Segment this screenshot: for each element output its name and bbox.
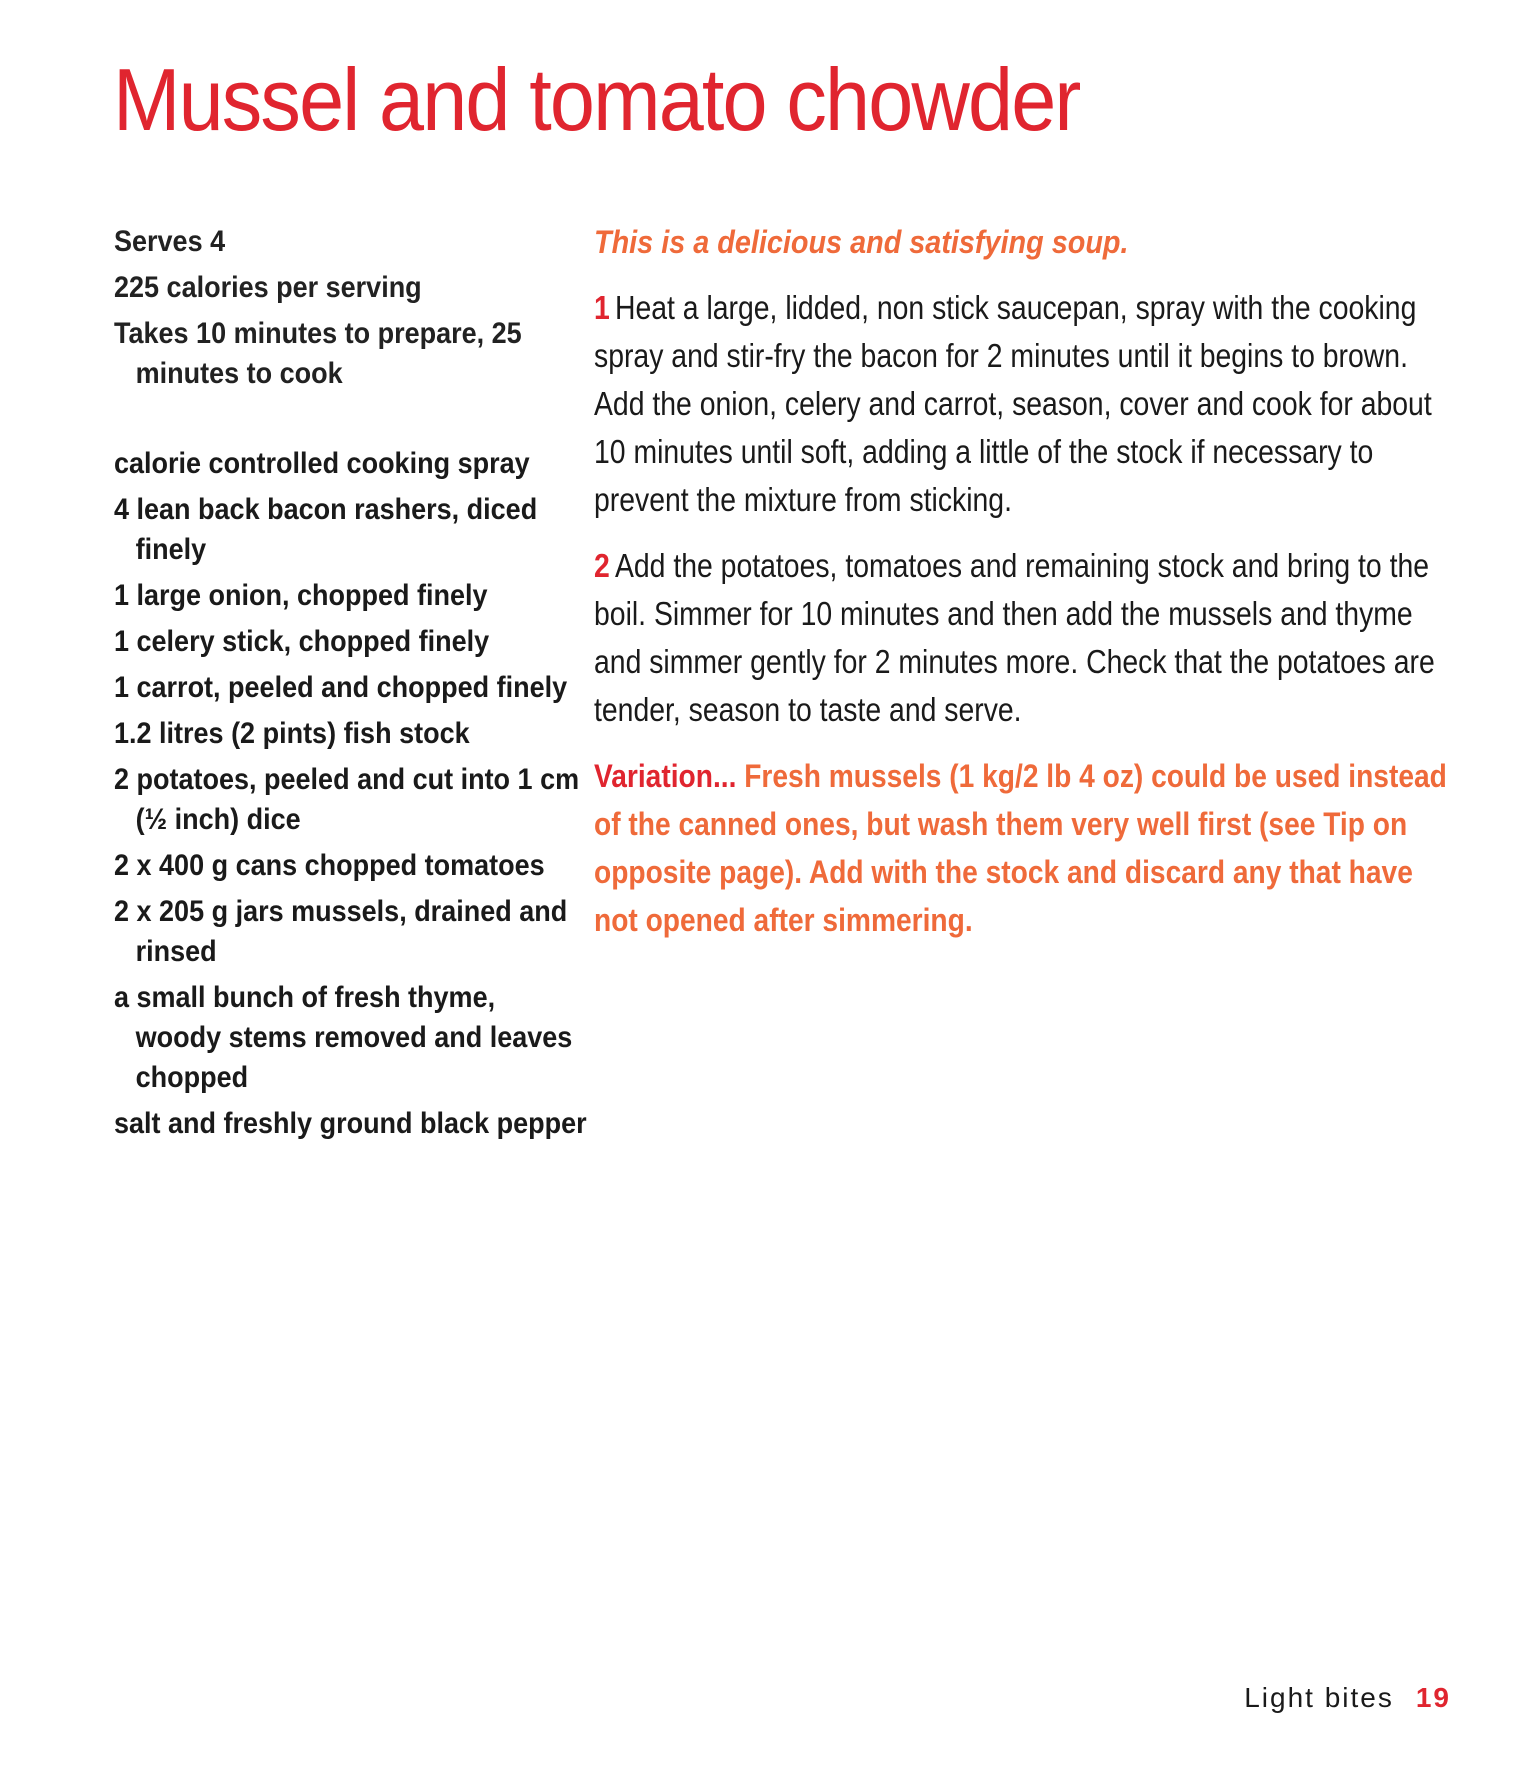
ingredient-item: 4 lean back bacon rashers, diced finely bbox=[114, 493, 538, 566]
ingredient-item: a small bunch of fresh thyme, woody stems removed and leaves chopped bbox=[114, 981, 573, 1094]
ingredient-item: 2 x 400 g cans chopped tomatoes bbox=[114, 849, 545, 882]
serves-text: Serves 4 bbox=[114, 225, 226, 258]
ingredient-item: calorie controlled cooking spray bbox=[114, 447, 530, 480]
variation-text: Fresh mussels (1 kg/2 lb 4 oz) could be used instead of the canned ones, but wash them very well first (see Tip on opposite page). Add with the stock and discard any that have not opened after simmering. bbox=[594, 758, 1447, 938]
recipe-info-column bbox=[114, 222, 587, 1150]
step-text: Add the potatoes, tomatoes and remaining stock and bring to the boil. Simmer for 10 minutes and then add the mussels and thyme and simmer gently for 2 minutes more. Check that the potatoes are tender, season to taste and serve. bbox=[594, 547, 1435, 728]
step-number: 1 bbox=[594, 289, 610, 326]
ingredient-item: 2 x 205 g jars mussels, drained and rinsed bbox=[114, 895, 568, 968]
method-step bbox=[594, 284, 1454, 524]
ingredient-item: 1 celery stick, chopped finely bbox=[114, 625, 490, 658]
page-number: 19 bbox=[1415, 1682, 1451, 1713]
step-text: Heat a large, lidded, non stick saucepan, spray with the cooking spray and stir-fry the bacon for 2 minutes until it begins to brown. Add the onion, celery and carrot, season, cover and cook for about 10 minutes until soft, adding a little of the stock if necessary to prevent the mixture from sticking. bbox=[594, 289, 1432, 518]
ingredient-item: 1 large onion, chopped finely bbox=[114, 579, 488, 612]
section-name: Light bites bbox=[1244, 1682, 1394, 1713]
recipe-meta bbox=[114, 222, 566, 394]
intro-text: This is a delicious and satisfying soup. bbox=[594, 224, 1129, 260]
variation-label: Variation... bbox=[594, 758, 737, 794]
step-number: 2 bbox=[594, 547, 610, 584]
ingredient-list bbox=[114, 444, 587, 1144]
method-column bbox=[594, 220, 1456, 944]
ingredient-item: salt and freshly ground black pepper bbox=[114, 1107, 587, 1140]
page-footer bbox=[1244, 1682, 1451, 1714]
variation-note bbox=[594, 752, 1451, 944]
method-step bbox=[594, 542, 1454, 734]
ingredient-item: 1.2 litres (2 pints) fish stock bbox=[114, 717, 470, 750]
ingredient-item: 2 potatoes, peeled and cut into 1 cm (½ inch) dice bbox=[114, 763, 580, 836]
ingredient-item: 1 carrot, peeled and chopped finely bbox=[114, 671, 568, 704]
recipe-title: Mussel and tomato chowder bbox=[113, 50, 1080, 149]
time-text: Takes 10 minutes to prepare, 25 minutes to cook bbox=[114, 317, 522, 390]
calories-text: 225 calories per serving bbox=[114, 271, 422, 304]
